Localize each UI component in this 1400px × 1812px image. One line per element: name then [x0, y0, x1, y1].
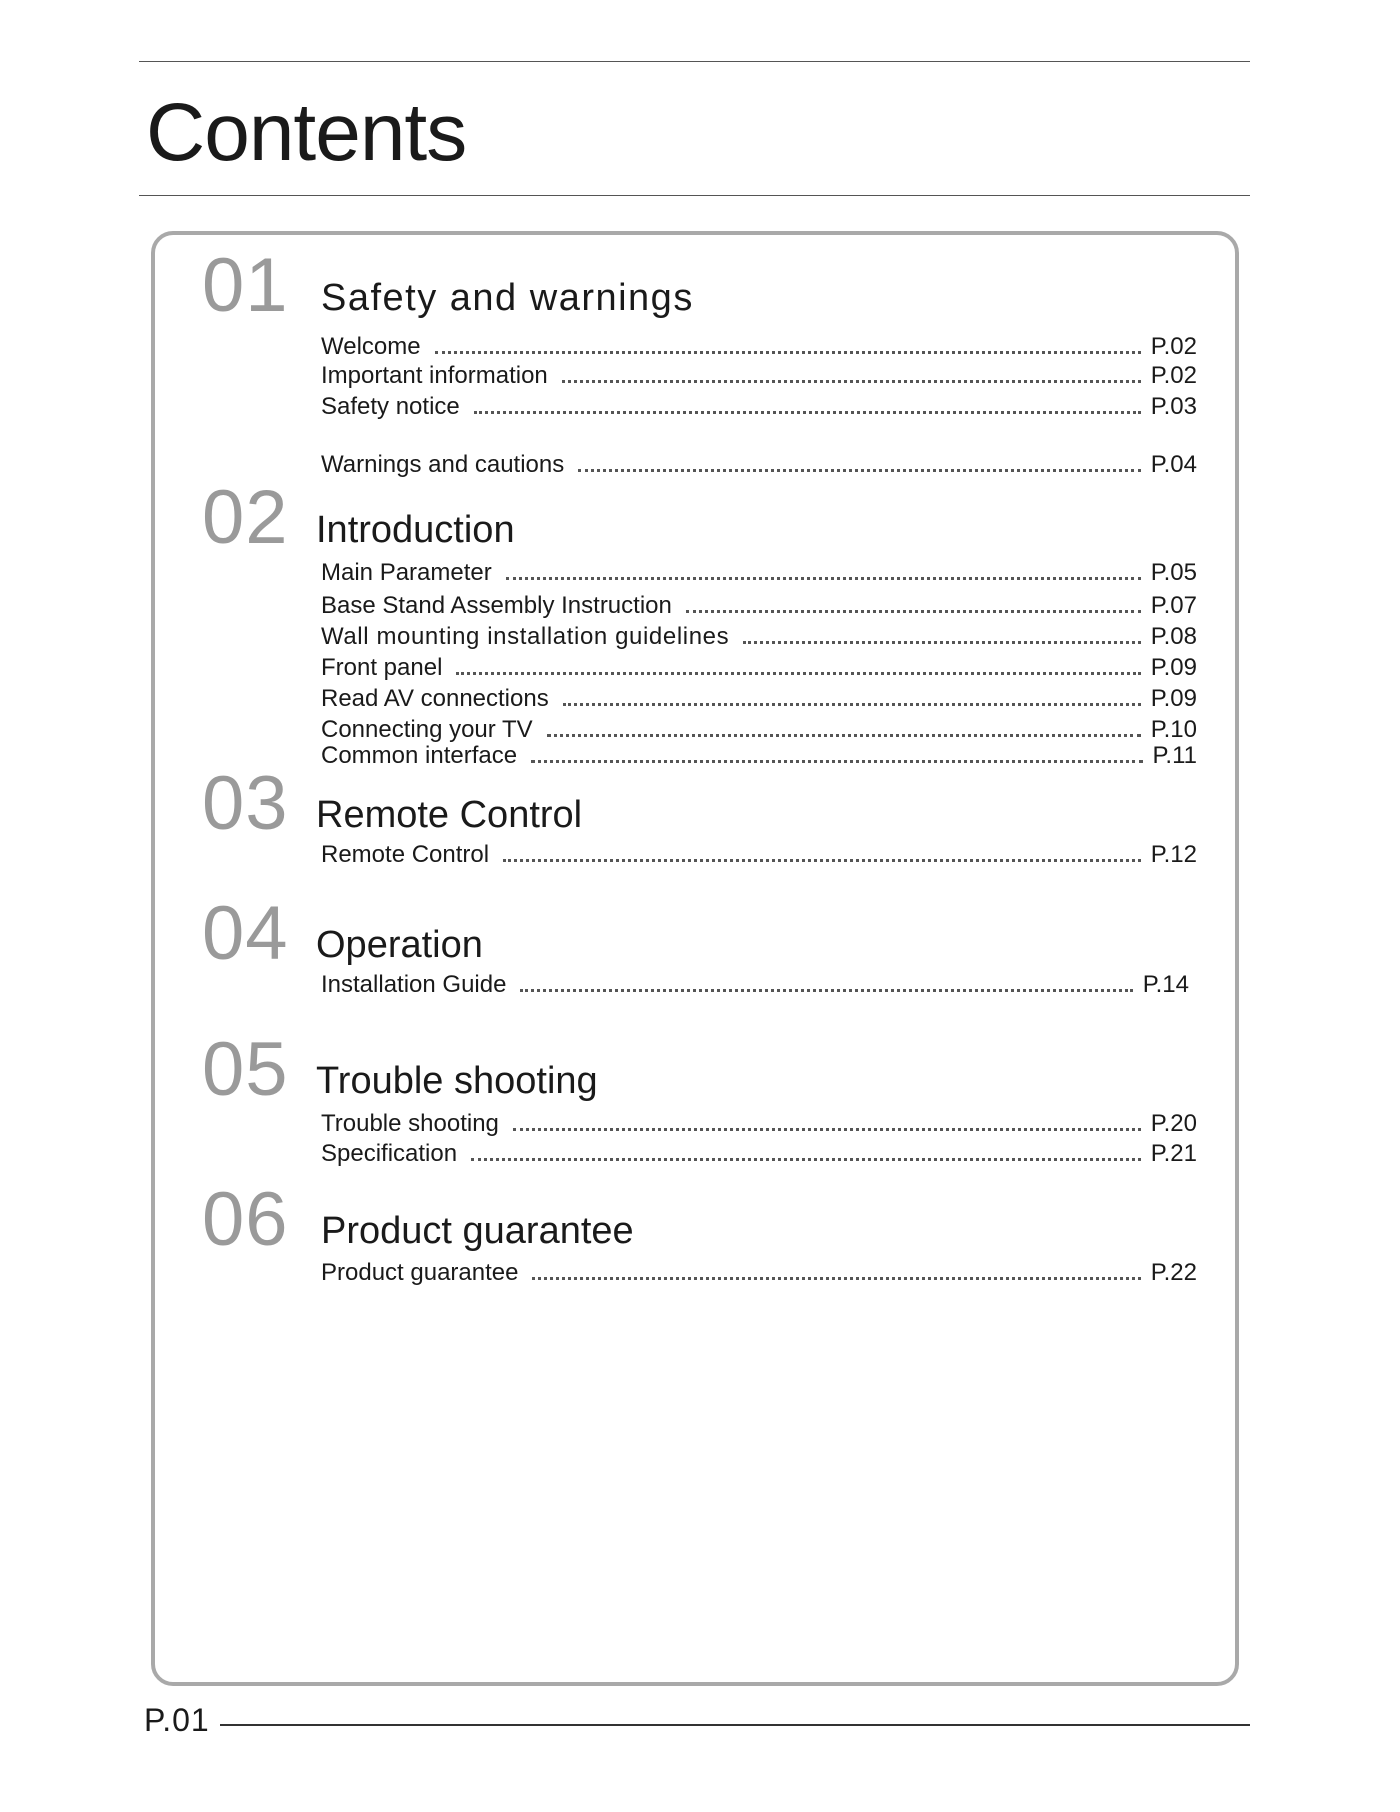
- toc-entry[interactable]: [321, 623, 1197, 651]
- entry-page: P.21: [1150, 1140, 1197, 1167]
- entry-label: Important information: [321, 362, 548, 389]
- section-number: 01: [202, 243, 289, 328]
- section-number: 06: [202, 1177, 289, 1262]
- dot-leader: [435, 350, 1141, 354]
- dot-leader: [471, 1157, 1141, 1161]
- entry-label: Welcome: [321, 333, 421, 360]
- toc-entry[interactable]: [321, 333, 1197, 361]
- toc-entry[interactable]: [321, 654, 1197, 682]
- entry-label: Trouble shooting: [321, 1110, 499, 1137]
- entry-label: Wall mounting installation guidelines: [321, 623, 730, 650]
- page-number: P.01: [144, 1702, 210, 1738]
- dot-leader: [513, 1127, 1141, 1131]
- toc-entry[interactable]: [321, 451, 1197, 479]
- entry-page: P.11: [1152, 742, 1197, 769]
- dot-leader: [506, 576, 1141, 580]
- section-heading: Safety and warnings: [321, 277, 694, 319]
- section-number: 05: [202, 1027, 289, 1112]
- entry-page: P.02: [1150, 333, 1197, 360]
- entry-page: P.08: [1150, 623, 1197, 650]
- section-heading: Product guarantee: [321, 1210, 634, 1252]
- section-heading: Trouble shooting: [316, 1060, 598, 1102]
- dot-leader: [562, 379, 1141, 383]
- entry-page: P.07: [1150, 592, 1197, 619]
- entry-label: Safety notice: [321, 393, 460, 420]
- entry-page: P.20: [1150, 1110, 1197, 1137]
- toc-entry[interactable]: [321, 742, 1197, 770]
- entry-label: Remote Control: [321, 841, 490, 868]
- entry-label: Front panel: [321, 654, 443, 681]
- dot-leader: [563, 702, 1141, 706]
- entry-page: P.02: [1150, 362, 1197, 389]
- entry-label: Installation Guide: [321, 971, 507, 998]
- entry-page: P.03: [1150, 393, 1197, 420]
- contents-frame: [151, 231, 1239, 1686]
- entry-page: P.22: [1150, 1259, 1197, 1286]
- entry-page: P.09: [1150, 654, 1197, 681]
- dot-leader: [456, 671, 1140, 675]
- section-number: 02: [202, 475, 289, 560]
- entry-label: Read AV connections: [321, 685, 549, 712]
- toc-entry[interactable]: [321, 1259, 1197, 1287]
- top-rule: [139, 61, 1250, 62]
- section-number: 03: [202, 761, 289, 846]
- toc-entry[interactable]: [321, 362, 1197, 390]
- entry-label: Product guarantee: [321, 1259, 519, 1286]
- toc-entry[interactable]: [321, 1110, 1197, 1138]
- section-heading: Introduction: [316, 509, 515, 551]
- dot-leader: [520, 988, 1132, 992]
- section-heading: Operation: [316, 924, 483, 966]
- footer-rule: [220, 1724, 1250, 1726]
- entry-label: Common interface: [321, 742, 518, 769]
- entry-page: P.14: [1142, 971, 1189, 998]
- dot-leader: [686, 609, 1141, 613]
- toc-entry[interactable]: [321, 971, 1189, 999]
- entry-label: Main Parameter: [321, 559, 492, 586]
- toc-entry[interactable]: [321, 592, 1197, 620]
- toc-entry[interactable]: [321, 393, 1197, 421]
- entry-page: P.05: [1150, 559, 1197, 586]
- entry-page: P.09: [1150, 685, 1197, 712]
- section-heading: Remote Control: [316, 794, 583, 836]
- entry-label: Base Stand Assembly Instruction: [321, 592, 672, 619]
- toc-entry[interactable]: [321, 685, 1197, 713]
- entry-page: P.04: [1150, 451, 1197, 478]
- toc-entry[interactable]: [321, 559, 1197, 587]
- dot-leader: [531, 759, 1142, 763]
- toc-entry[interactable]: [321, 716, 1197, 744]
- dot-leader: [532, 1276, 1140, 1280]
- toc-entry[interactable]: [321, 841, 1197, 869]
- entry-page: P.10: [1150, 716, 1197, 743]
- entry-label: Specification: [321, 1140, 458, 1167]
- page-title: Contents: [146, 87, 467, 178]
- dot-leader: [743, 640, 1141, 644]
- entry-page: P.12: [1150, 841, 1197, 868]
- dot-leader: [547, 733, 1141, 737]
- dot-leader: [474, 410, 1141, 414]
- title-rule: [139, 195, 1250, 196]
- toc-entry[interactable]: [321, 1140, 1197, 1168]
- entry-label: Warnings and cautions: [321, 451, 565, 478]
- dot-leader: [578, 468, 1140, 472]
- dot-leader: [503, 858, 1141, 862]
- entry-label: Connecting your TV: [321, 716, 533, 743]
- section-number: 04: [202, 891, 289, 976]
